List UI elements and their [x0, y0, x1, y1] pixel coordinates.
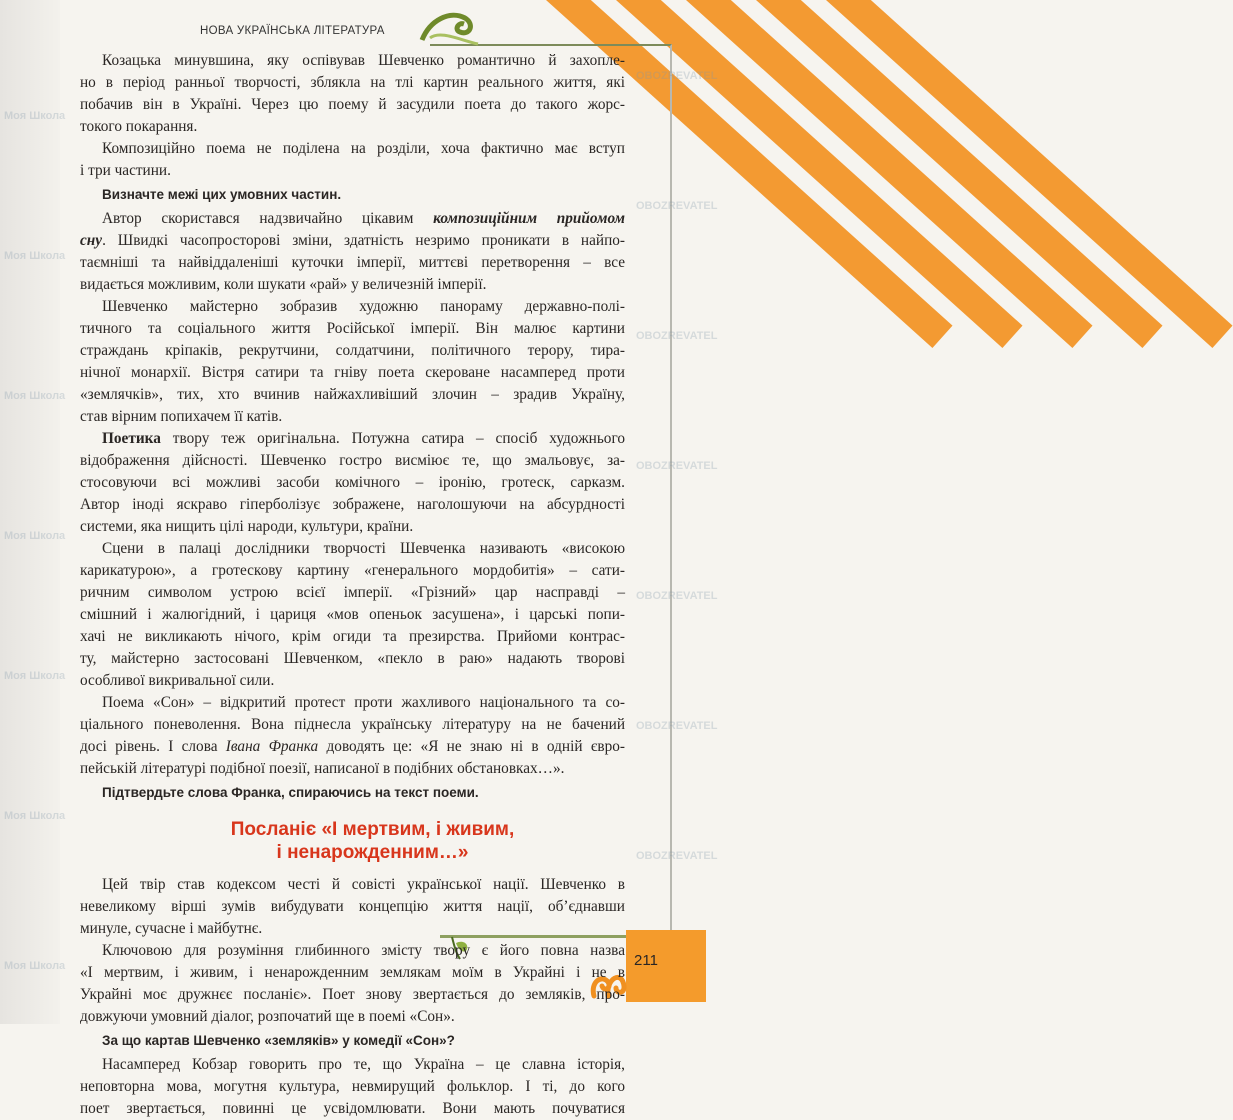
text-segment: відображення дійсності. Шевченко гостро висміює те, що змальовує, за- [80, 452, 625, 469]
text-segment: смішний і жалюгідний, і цариця «мов опеньок засушена», і царські попи- [80, 606, 625, 623]
text-line [80, 160, 625, 182]
text-line [80, 72, 625, 94]
text-segment: особливої викривальної сили. [80, 672, 275, 689]
text-line [80, 626, 625, 648]
text-segment: но в період ранньої творчості, зблякла на тлі картин реального життя, які [80, 74, 625, 91]
text-segment: Автор скористався надзвичайно цікавим [102, 210, 434, 227]
text-line [80, 714, 625, 736]
text-segment: Шевченко майстерно зобразив художню панораму державно-полі- [102, 298, 625, 315]
paragraph [80, 874, 625, 940]
text-segment: . Швидкі часопросторові зміни, здатність незримо проникати в найпо- [102, 232, 625, 249]
text-line [80, 208, 625, 230]
text-line [80, 1006, 625, 1028]
section-title-line: Посланіє «І мертвим, і живим, [230, 819, 515, 840]
text-segment: став вірним попихачем її катів. [80, 408, 283, 425]
watermark-text: Моя Школа [4, 670, 66, 682]
text-segment: Поема «Сон» – відкритий протест проти жахливого національного та со- [102, 694, 625, 711]
text-line [80, 138, 625, 160]
text-line [80, 1098, 625, 1120]
question-prompt: Підтвердьте слова Франка, спираючись на текст поеми. [102, 785, 479, 800]
text-segment: довжуючи умовний діалог, розпочатий ще в поемі «Сон». [80, 1008, 455, 1025]
text-line [80, 296, 625, 318]
text-line [80, 406, 625, 428]
text-segment: ціального поневолення. Вона піднесла українську літературу на не бачений [80, 716, 625, 733]
text-segment: карикатурою», а гротескову картину «генерального мордобитія» – сати- [80, 562, 625, 579]
text-segment: страждань кріпаків, рекрутчини, солдатчини, політичного терору, тира- [80, 342, 625, 359]
text-segment: ту, майстерно застосовані Шевченком, «пекло в раю» надають творові [80, 650, 625, 667]
text-segment: нічної монархії. Вістря сатири та гніву поета скероване насамперед проти [80, 364, 625, 381]
text-segment: ричним символом устрою всієї імперії. «Грізний» цар насправді – [80, 584, 625, 601]
text-line [80, 252, 625, 274]
text-line [80, 874, 625, 896]
leaf-ornament-icon [420, 10, 480, 44]
text-segment: Ключовою для розуміння глибинного змісту твору є його повна назва [102, 942, 625, 959]
text-line [80, 758, 625, 780]
text-segment: Автор іноді яскраво гіперболізує зображене, наголошуючи на абсурдності [80, 496, 625, 513]
text-line [80, 472, 625, 494]
text-line [80, 736, 625, 758]
text-line [80, 692, 625, 714]
text-segment: тичного та соціального життя Російської імперії. Він малює картини [80, 320, 625, 337]
question-prompt: За що картав Шевченко «земляків» у комедії «Сон»? [102, 1033, 455, 1048]
text-segment: неповторна мова, могутня культура, невмирущий фольклор. І ті, до кого [80, 1078, 625, 1095]
paragraph [80, 692, 625, 780]
watermark-text: OBOZREVATEL [636, 460, 718, 472]
text-line [80, 670, 625, 692]
text-line [80, 604, 625, 626]
emphasis-term: композиційним прийомом [433, 210, 625, 227]
text-line [80, 648, 625, 670]
text-segment: і три частини. [80, 162, 171, 179]
watermark-text: OBOZREVATEL [636, 70, 718, 82]
text-line [80, 582, 625, 604]
paragraph [80, 1054, 625, 1120]
paragraph [80, 940, 625, 1028]
text-segment: Насамперед Кобзар говорить про те, що Україна – це славна історія, [102, 1056, 625, 1073]
text-segment: системи, яка нищить цілі народи, культури, країни. [80, 518, 414, 535]
text-segment: видається можливим, коли шукати «рай» у величезній імперії. [80, 276, 487, 293]
section-title [80, 818, 625, 864]
bold-term: Поетика [102, 430, 161, 447]
text-line [80, 340, 625, 362]
section-title-line: і ненарожденним…» [276, 842, 469, 863]
text-line [80, 940, 625, 962]
page-number: 211 [634, 952, 658, 969]
text-segment: минуле, сучасне і майбутнє. [80, 920, 263, 937]
watermark-text: OBOZREVATEL [636, 720, 718, 732]
text-segment: стосовуючи всі можливі засоби комічного – іронію, гротеск, сарказм. [80, 474, 625, 491]
text-line [80, 516, 625, 538]
text-line [80, 384, 625, 406]
watermark-text: Моя Школа [4, 390, 66, 402]
text-segment: «землячків», тих, хто вчинив найжахливіший злочин – зрадив Україну, [80, 386, 625, 403]
text-line [80, 1076, 625, 1098]
text-segment: «І мертвим, і живим, і ненарожденним землякам моїм в Украйні і не в [80, 964, 625, 981]
text-segment: Сцени в палаці дослідники творчості Шевченка називають «високою [102, 540, 625, 557]
emphasis-term: сну [80, 232, 103, 249]
text-line [80, 318, 625, 340]
text-segment: поет звертається, повинні це усвідомлювати. Вони мають почуватися [80, 1100, 625, 1117]
text-line [80, 560, 625, 582]
paragraph [80, 138, 625, 182]
paragraph [80, 208, 625, 296]
page-content [80, 50, 625, 1120]
text-line [80, 274, 625, 296]
italic-name: Івана Франка [225, 738, 319, 755]
text-segment: пейській літературі подібної поезії, написаної в подібних обстановках…». [80, 760, 565, 777]
watermark-text: Моя Школа [4, 810, 66, 822]
watermark-text: Моя Школа [4, 530, 66, 542]
text-segment: невеликому вірші зумів вибудувати концепцію життя нації, об’єднавши [80, 898, 625, 915]
question-prompt: Визначте межі цих умовних частин. [102, 187, 342, 202]
watermark-text: OBOZREVATEL [636, 330, 718, 342]
text-line [80, 428, 625, 450]
text-line [80, 94, 625, 116]
paragraph [80, 428, 625, 538]
watermark-text: Моя Школа [4, 110, 66, 122]
text-line [80, 116, 625, 138]
running-header: НОВА УКРАЇНСЬКА ЛІТЕРАТУРА [200, 25, 385, 37]
watermark-text: OBOZREVATEL [636, 590, 718, 602]
text-segment: твору теж оригінальна. Потужна сатира – спосіб художнього [160, 430, 625, 447]
paragraph [80, 538, 625, 692]
text-line [80, 896, 625, 918]
text-segment: доводять це: «Я не знаю ні в одній євро- [318, 738, 626, 755]
text-segment: Композиційно поема не поділена на розділи, хоча фактично має вступ [102, 140, 625, 157]
paragraph [80, 50, 625, 138]
text-line [80, 1054, 625, 1076]
text-segment: хачі не викликають нічого, крім огиди та презирства. Прийоми контрас- [80, 628, 625, 645]
text-segment: Цей твір став кодексом честі й совісті української нації. Шевченко в [102, 876, 625, 893]
text-line [80, 50, 625, 72]
watermark-text: OBOZREVATEL [636, 850, 718, 862]
text-line [80, 494, 625, 516]
text-segment: побачив він в Україні. Через цю поему й засудили поета до такого жорс- [80, 96, 625, 113]
text-segment: Козацька минувшина, яку оспівував Шевченко романтично й захопле- [102, 52, 625, 69]
text-line [80, 450, 625, 472]
paragraph [80, 296, 625, 428]
watermark-text: Моя Школа [4, 960, 66, 972]
text-line [80, 230, 625, 252]
text-line [80, 538, 625, 560]
text-segment: Украйні моє дружнєє посланіє». Поет знову звертається до земляків, про- [80, 986, 625, 1003]
text-segment: таємніші та найвіддаленіші куточки імперії, миттєві перетворення – все [80, 254, 625, 271]
text-line [80, 984, 625, 1006]
text-segment: токого покарання. [80, 118, 198, 135]
watermark-text: OBOZREVATEL [636, 200, 718, 212]
text-line [80, 962, 625, 984]
text-line [80, 362, 625, 384]
text-segment: досі рівень. І слова [80, 738, 226, 755]
page-shadow [0, 0, 60, 1024]
text-line [80, 918, 625, 940]
watermark-text: Моя Школа [4, 250, 66, 262]
